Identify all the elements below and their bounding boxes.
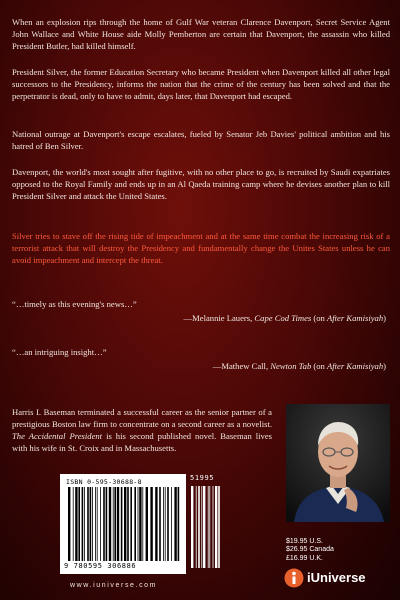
barcode-bar — [191, 486, 193, 568]
author-bio-text-end: is his second published novel. Baseman lives with his wife in St. Croix and in Massachusetts. — [12, 431, 272, 453]
publisher-url: www.iuniverse.com — [70, 582, 158, 589]
barcode-bar — [113, 487, 114, 561]
barcode-bar — [201, 486, 202, 568]
reviewer-name: —Mathew Call, — [212, 361, 271, 371]
price-list — [286, 538, 334, 563]
ean-number: 9 780595 306886 — [64, 562, 137, 570]
barcode-bar — [218, 486, 220, 568]
barcode-bar — [82, 487, 84, 561]
barcode-bar — [95, 487, 96, 561]
barcode-bar — [117, 487, 119, 561]
barcode-bar — [196, 486, 197, 568]
blurb-paragraph-3: National outrage at Davenport's escape escalates, fueled by Senator Jeb Davies' political ambition and his hatred of Ben Silver. — [12, 129, 390, 151]
referenced-book-title: After Kamisiyah — [327, 313, 384, 323]
barcode-bar — [124, 487, 126, 561]
barcode-bar — [87, 487, 89, 561]
barcode-bar — [213, 486, 214, 568]
barcode-bar — [198, 486, 200, 568]
barcode-bar — [209, 486, 210, 568]
blurb-paragraph-4: Davenport, the world's most sought after fugitive, with no other place to go, is recruited by Saudi expatriates opposed to the Royal Family and ends up in an Al Qaeda training camp where he devises another plan to kill President Silver and attack the United States. — [12, 167, 390, 201]
author-bio-text: Harris I. Baseman terminated a successful career as the senior partner of a prestigious Boston law firm to concentrate on a second career as a novelist. — [12, 407, 272, 429]
author-portrait-illustration — [286, 404, 390, 522]
barcode-bar — [208, 486, 209, 568]
barcode-bar — [73, 487, 74, 561]
publisher-logo-icon — [284, 568, 304, 588]
publisher-name: iUniverse — [307, 570, 366, 585]
price-uk: £16.99 U.K. — [286, 554, 323, 562]
barcode-bar — [109, 487, 111, 561]
barcode-bar — [78, 487, 80, 561]
barcode-label — [60, 474, 186, 574]
barcode-bar — [97, 487, 98, 561]
author-bio — [12, 406, 272, 454]
blurb-paragraph-5: Silver tries to stave off the rising tide of impeachment and at the same time combat the increasing risk of a terrorist attack that will destroy the Presidency and fundamentally change the Unites States unless he can avoid impeachment and intercept the threat. — [12, 231, 390, 265]
attribution-note-open: (on — [311, 313, 328, 323]
barcode-bar — [174, 487, 176, 561]
barcode-bar — [92, 487, 93, 561]
review-quote-1: “…timely as this evening's news…” — [12, 299, 137, 309]
review-attribution-2 — [213, 360, 386, 372]
reviewer-name: —Melannie Lauers, — [183, 313, 255, 323]
barcode-bar — [103, 487, 105, 561]
barcode-bar — [127, 487, 129, 561]
isbn-number: ISBN 0-595-30688-8 — [66, 478, 142, 486]
barcode-bar — [178, 487, 180, 561]
barcode-bar — [142, 487, 143, 561]
barcode-bar — [75, 487, 77, 561]
price-canada: $26.95 Canada — [286, 546, 334, 554]
author-photo — [286, 404, 390, 522]
review-attribution-1 — [184, 312, 386, 324]
review-quote-2: “…an intriguing insight…” — [12, 347, 107, 357]
barcode-bar — [155, 487, 157, 561]
barcode-bars — [60, 474, 186, 574]
barcode-bar — [150, 487, 152, 561]
barcode-bar — [68, 487, 70, 561]
barcode-bar — [106, 487, 108, 561]
barcode-bar — [215, 486, 217, 568]
barcode-bar — [139, 487, 141, 561]
barcode-bar — [138, 487, 139, 561]
barcode-bar — [163, 487, 164, 561]
barcode-bar — [165, 487, 166, 561]
attribution-note-open: (on — [311, 361, 328, 371]
blurb-paragraph-2: President Silver, the former Education Secretary who became President when Davenport killed all other legal successors to the Presidency, informs the nation that the crime of the century has been solved and that the perpetrator is dead, only to have to admit, days later, that Davenport had escaped. — [12, 67, 390, 101]
barcode-bar — [121, 487, 123, 561]
barcode-bar — [171, 487, 172, 561]
barcode-bar — [167, 487, 169, 561]
publication-name: Newton Tab — [270, 361, 312, 371]
attribution-note-close: ) — [383, 313, 386, 323]
barcode-bar — [130, 487, 132, 561]
attribution-note-close: ) — [383, 361, 386, 371]
book-title: The Accidental President — [12, 431, 103, 441]
barcode-bar — [146, 487, 148, 561]
barcode-bar — [134, 487, 136, 561]
publication-name: Cape Cod Times — [254, 313, 312, 323]
barcode-bar — [203, 486, 205, 568]
barcode-bar — [114, 487, 116, 561]
referenced-book-title: After Kamisiyah — [327, 361, 384, 371]
barcode-bar — [84, 487, 85, 561]
barcode-bar — [90, 487, 92, 561]
price-code: 51995 — [190, 474, 215, 482]
price-barcode-bars — [190, 484, 220, 570]
barcode-bar — [159, 487, 161, 561]
publisher-logo — [284, 568, 394, 588]
barcode-bar — [100, 487, 101, 561]
price-us: $19.95 U.S. — [286, 538, 323, 545]
blurb-paragraph-1: When an explosion rips through the home of Gulf War veteran Clarence Davenport, Secret Service Agent John Wallace and White House aide Molly Pemberton are certain that Davenport, the assassin who killed President Butler, had killed himself. — [12, 17, 390, 51]
